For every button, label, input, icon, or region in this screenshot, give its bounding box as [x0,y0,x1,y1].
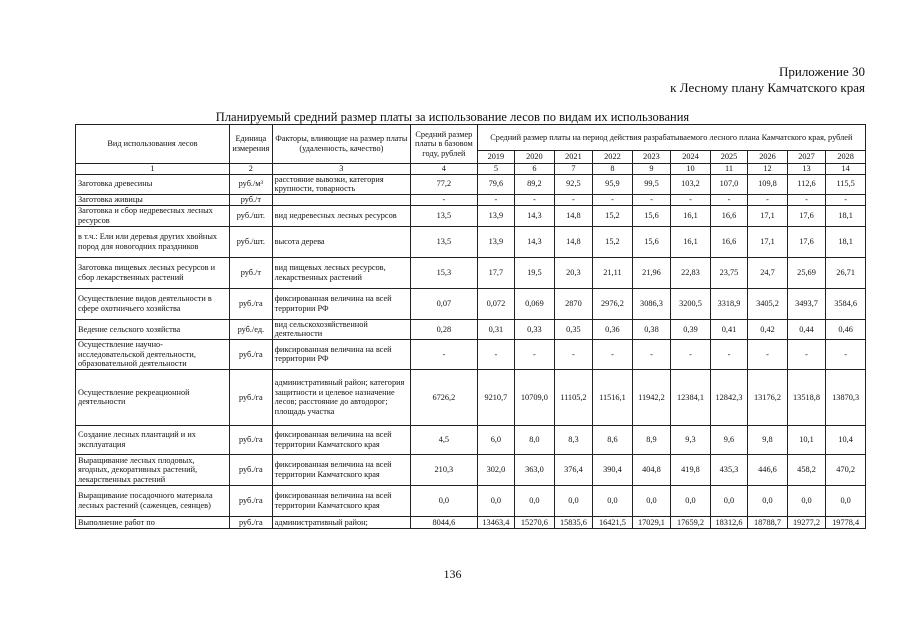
row-factors: административный район; [272,516,410,528]
header-base: Средний размер платы в базовом году, рублей [411,125,478,164]
row-value: 14,8 [554,205,593,226]
row-unit: руб./га [230,485,273,516]
row-base: - [411,339,478,369]
row-value: 8,0 [515,425,555,454]
row-value: 0,38 [632,319,671,339]
row-value: 11942,2 [632,369,671,425]
row-value: 13518,8 [787,369,826,425]
header-year: 2019 [477,151,514,164]
row-value: 390,4 [593,454,633,485]
row-value: 15,2 [593,205,633,226]
row-value: 23,75 [710,257,747,288]
document-title: Планируемый средний размер платы за использование лесов по видам их использования [215,110,690,124]
row-value: 0,35 [554,319,593,339]
table-row [76,288,866,319]
row-value: 435,3 [710,454,747,485]
column-number: 14 [826,164,866,175]
row-value: 0,0 [710,485,747,516]
column-number: 13 [787,164,826,175]
row-unit: руб./га [230,516,273,528]
row-type: Осуществление научно-исследовательской деятельности, образовательной деятельности [76,339,230,369]
row-value: 3493,7 [787,288,826,319]
header-type: Вид использования лесов [76,125,230,164]
row-value: 3405,2 [748,288,788,319]
table-row [76,226,866,257]
row-value: 0,0 [632,485,671,516]
row-base: 4,5 [411,425,478,454]
row-value: 112,6 [787,174,826,194]
row-value: 115,5 [826,174,866,194]
row-value: 0,0 [515,485,555,516]
header-year: 2020 [515,151,555,164]
row-value: 3584,6 [826,288,866,319]
row-value: 19277,2 [787,516,826,528]
column-number: 1 [76,164,230,175]
row-base: 6726,2 [411,369,478,425]
row-value: 17,6 [787,226,826,257]
row-factors: вид сельскохозяйственной деятельности [272,319,410,339]
row-factors: фиксированная величина на всей территории РФ [272,339,410,369]
row-base: 0,28 [411,319,478,339]
row-value: - [477,194,514,205]
header-factors: Факторы, влияющие на размер платы (удаленность, качество) [272,125,410,164]
row-unit: руб./шт. [230,226,273,257]
appendix-reference: к Лесному плану Камчатского края [670,80,865,95]
row-unit: руб./га [230,454,273,485]
column-number: 5 [477,164,514,175]
row-value: 363,0 [515,454,555,485]
row-value: 404,8 [632,454,671,485]
row-value: 99,5 [632,174,671,194]
row-value: - [593,339,633,369]
row-value: 18,1 [826,226,866,257]
row-value: 446,6 [748,454,788,485]
row-value: 95,9 [593,174,633,194]
row-value: 10,4 [826,425,866,454]
header-year: 2028 [826,151,866,164]
row-value: 92,5 [554,174,593,194]
row-value: 16,6 [710,205,747,226]
row-type: Создание лесных плантаций и их эксплуатация [76,425,230,454]
row-value: 26,71 [826,257,866,288]
row-value: - [554,339,593,369]
column-number: 9 [632,164,671,175]
row-value: 18312,6 [710,516,747,528]
row-value: 0,31 [477,319,514,339]
row-value: 0,0 [554,485,593,516]
row-value: 9,6 [710,425,747,454]
row-value: - [787,339,826,369]
row-factors: фиксированная величина на всей территории РФ [272,288,410,319]
row-value: 19778,4 [826,516,866,528]
row-value: 0,0 [826,485,866,516]
row-value: 18788,7 [748,516,788,528]
row-unit: руб./м³ [230,174,273,194]
row-base: 13,5 [411,226,478,257]
row-value: 79,6 [477,174,514,194]
row-value: 15,6 [632,205,671,226]
payment-table [75,124,866,529]
row-value: 21,96 [632,257,671,288]
row-value: 13,9 [477,205,514,226]
table-row [76,369,866,425]
row-type: Выполнение работ по [76,516,230,528]
row-value: 0,46 [826,319,866,339]
table-row [76,257,866,288]
row-value: 19,5 [515,257,555,288]
row-value: 13176,2 [748,369,788,425]
row-value: - [710,339,747,369]
column-number: 8 [593,164,633,175]
row-value: 0,0 [671,485,711,516]
row-value: 0,0 [477,485,514,516]
row-value: 17,7 [477,257,514,288]
row-type: в т.ч.: Ели или деревья других хвойных пород для новогодних праздников [76,226,230,257]
column-number: 7 [554,164,593,175]
table-row [76,319,866,339]
header-year: 2025 [710,151,747,164]
row-factors: высота дерева [272,226,410,257]
row-value: - [593,194,633,205]
row-factors [272,194,410,205]
row-value: - [477,339,514,369]
row-value: 10,1 [787,425,826,454]
row-unit: руб./т [230,194,273,205]
row-value: 2870 [554,288,593,319]
row-value: 376,4 [554,454,593,485]
row-value: 0,0 [787,485,826,516]
row-base: 0,07 [411,288,478,319]
column-number: 4 [411,164,478,175]
table-row [76,425,866,454]
row-value: 458,2 [787,454,826,485]
appendix-header [670,64,865,96]
row-value: 9,3 [671,425,711,454]
row-value: 3086,3 [632,288,671,319]
table-row [76,205,866,226]
row-value: 470,2 [826,454,866,485]
row-value: 0,33 [515,319,555,339]
row-base: 8044,6 [411,516,478,528]
header-year: 2024 [671,151,711,164]
row-type: Заготовка живицы [76,194,230,205]
row-value: 3318,9 [710,288,747,319]
header-period: Средний размер платы на период действия разрабатываемого лесного плана Камчатского края, рублей [477,125,865,151]
row-value: 17,6 [787,205,826,226]
table-row [76,516,866,528]
row-value: 109,8 [748,174,788,194]
row-value: 12384,1 [671,369,711,425]
row-value: 16,6 [710,226,747,257]
row-factors: административный район; категория защитности и целевое назначение лесов; расстояние до автодорог; площадь участка [272,369,410,425]
row-base: 13,5 [411,205,478,226]
row-value: 18,1 [826,205,866,226]
row-value: 11516,1 [593,369,633,425]
row-value: 12842,3 [710,369,747,425]
row-value: 10709,0 [515,369,555,425]
row-base: 15,3 [411,257,478,288]
column-number: 11 [710,164,747,175]
row-value: 8,3 [554,425,593,454]
row-unit: руб./т [230,257,273,288]
row-value: 419,8 [671,454,711,485]
row-unit: руб./ед. [230,319,273,339]
row-value: 14,3 [515,205,555,226]
row-factors: фиксированная величина на всей территории Камчатского края [272,425,410,454]
column-number: 3 [272,164,410,175]
row-type: Ведение сельского хозяйства [76,319,230,339]
table-row [76,339,866,369]
row-value: 13,9 [477,226,514,257]
header-year: 2021 [554,151,593,164]
row-value: 25,69 [787,257,826,288]
row-value: 0,0 [748,485,788,516]
row-value: - [787,194,826,205]
row-value: 0,072 [477,288,514,319]
row-value: 9,8 [748,425,788,454]
row-value: 16421,5 [593,516,633,528]
page-number: 136 [443,567,462,581]
row-type: Заготовка и сбор недревесных лесных ресурсов [76,205,230,226]
row-value: 17,1 [748,205,788,226]
row-value: - [632,339,671,369]
row-unit: руб./шт. [230,205,273,226]
row-value: - [515,194,555,205]
column-number: 10 [671,164,711,175]
row-factors: фиксированная величина на всей территории Камчатского края [272,454,410,485]
row-base: 77,2 [411,174,478,194]
row-value: 17659,2 [671,516,711,528]
row-value: - [632,194,671,205]
row-value: 0,36 [593,319,633,339]
row-value: 0,44 [787,319,826,339]
row-value: 22,83 [671,257,711,288]
row-value: - [826,339,866,369]
row-value: 0,42 [748,319,788,339]
row-value: - [710,194,747,205]
row-value: 0,41 [710,319,747,339]
row-unit: руб./га [230,288,273,319]
row-unit: руб./га [230,425,273,454]
row-value: 15270,6 [515,516,555,528]
column-number: 12 [748,164,788,175]
row-unit: руб./га [230,369,273,425]
row-value: 16,1 [671,226,711,257]
row-type: Заготовка пищевых лесных ресурсов и сбор лекарственных растений [76,257,230,288]
row-type: Выращивание посадочного материала лесных растений (саженцев, сеянцев) [76,485,230,516]
column-number: 2 [230,164,273,175]
row-value: 13463,4 [477,516,514,528]
row-value: 16,1 [671,205,711,226]
row-value: - [748,194,788,205]
row-value: 15,6 [632,226,671,257]
row-value: 0,0 [593,485,633,516]
table-row [76,174,866,194]
row-value: 13870,3 [826,369,866,425]
appendix-number: Приложение 30 [778,64,865,79]
row-factors: расстояние вывозки, категория крупности, товарность [272,174,410,194]
row-type: Выращивание лесных плодовых, ягодных, декоративных растений, лекарственных растений [76,454,230,485]
row-value: 15835,6 [554,516,593,528]
row-type: Осуществление видов деятельности в сфере охотничьего хозяйства [76,288,230,319]
header-year: 2022 [593,151,633,164]
table-row [76,454,866,485]
row-value: 17029,1 [632,516,671,528]
row-base: - [411,194,478,205]
row-value: - [826,194,866,205]
row-value: 2976,2 [593,288,633,319]
row-value: 0,069 [515,288,555,319]
column-number: 6 [515,164,555,175]
row-value: 14,8 [554,226,593,257]
row-value: 107,0 [710,174,747,194]
row-value: - [671,194,711,205]
row-factors: вид пищевых лесных ресурсов, лекарственных растений [272,257,410,288]
row-unit: руб./га [230,339,273,369]
row-value: 103,2 [671,174,711,194]
table-row [76,194,866,205]
row-value: 0,39 [671,319,711,339]
row-value: 15,2 [593,226,633,257]
row-value: 89,2 [515,174,555,194]
row-value: 3200,5 [671,288,711,319]
row-value: 8,9 [632,425,671,454]
header-year: 2027 [787,151,826,164]
row-factors: фиксированная величина на всей территории Камчатского края [272,485,410,516]
row-value: 302,0 [477,454,514,485]
row-base: 0,0 [411,485,478,516]
row-value: 21,11 [593,257,633,288]
row-type: Заготовка древесины [76,174,230,194]
table-row [76,485,866,516]
row-value: 9210,7 [477,369,514,425]
row-value: 24,7 [748,257,788,288]
row-value: 17,1 [748,226,788,257]
row-value: - [554,194,593,205]
row-value: 6,0 [477,425,514,454]
row-value: 14,3 [515,226,555,257]
row-base: 210,3 [411,454,478,485]
row-value: - [748,339,788,369]
row-type: Осуществление рекреационной деятельности [76,369,230,425]
header-year: 2026 [748,151,788,164]
row-value: 11105,2 [554,369,593,425]
row-value: - [671,339,711,369]
header-year: 2023 [632,151,671,164]
row-factors: вид недревесных лесных ресурсов [272,205,410,226]
row-value: 20,3 [554,257,593,288]
header-unit: Единица измерения [230,125,273,164]
row-value: 8,6 [593,425,633,454]
row-value: - [515,339,555,369]
